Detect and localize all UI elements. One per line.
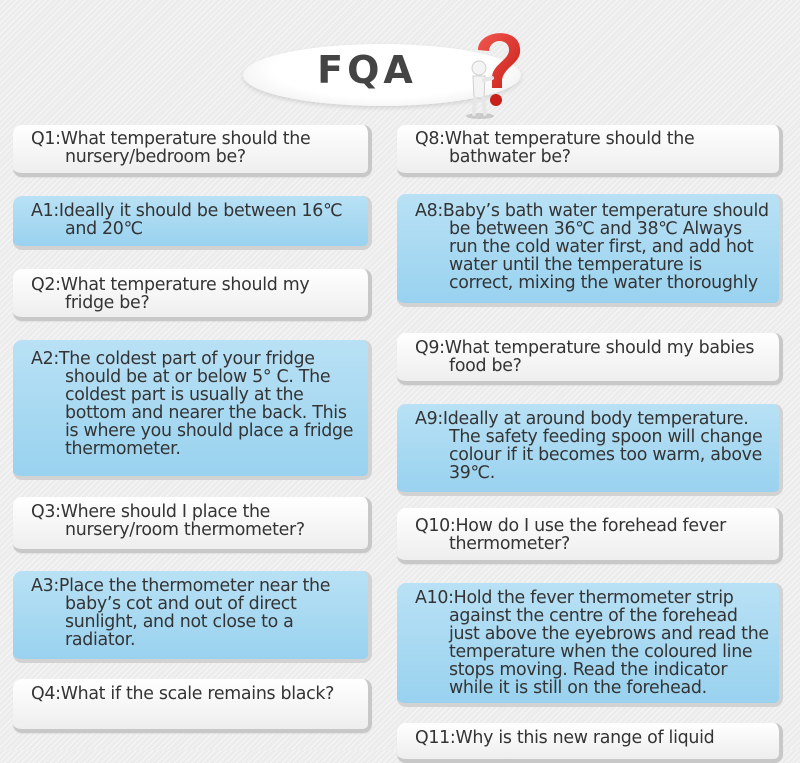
faq-text: Q9:What temperature should my babies food be? [415, 338, 760, 376]
faq-question-q9 [397, 333, 783, 385]
faq-text: A1:Ideally it should be between 16℃ and 20℃ [31, 201, 348, 239]
faq-text: A10:Hold the fever thermometer strip against the centre of the forehead just above the eyebrows and read the temperature when the coloured line stops moving. Read the indicator while it is still on the forehead. [415, 588, 775, 698]
faq-question-q11 [397, 723, 783, 763]
page-title: FQA [317, 48, 417, 92]
faq-text: A3:Place the thermometer near the baby’s cot and out of direct sunlight, and not close to a radiator. [31, 576, 336, 650]
faq-text: A8:Baby’s bath water temperature should be between 36℃ and 38℃ Always run the cold water first, and add hot water until the temperature is correct, mixing the water thoroughly [415, 201, 774, 293]
faq-text: Q8:What temperature should the bathwater be? [415, 129, 700, 167]
faq-question-q3 [13, 497, 372, 553]
faq-text: Q11:Why is this new range of liquid [415, 728, 715, 748]
faq-question-q1 [13, 125, 372, 177]
faq-answer-a2 [13, 340, 372, 480]
faq-text: Q2:What temperature should my fridge be? [31, 275, 315, 313]
faq-question-q10 [397, 508, 783, 564]
question-mark-figure-icon [458, 20, 538, 120]
faq-question-q8 [397, 125, 783, 177]
faq-question-q4 [13, 679, 372, 733]
faq-text: Q4:What if the scale remains black? [31, 684, 335, 704]
faq-text: Q10:How do I use the forehead fever thermometer? [415, 516, 732, 554]
faq-answer-a1 [13, 196, 372, 250]
faq-answer-a9 [397, 404, 783, 496]
faq-text: Q1:What temperature should the nursery/bedroom be? [31, 129, 316, 167]
faq-text: Q3:Where should I place the nursery/room thermometer? [31, 502, 305, 540]
faq-text: A2:The coldest part of your fridge should be at or below 5° C. The coldest part is usually at the bottom and nearer the back. This is where you should place a fridge thermometer. [31, 349, 359, 459]
faq-answer-a8 [397, 194, 783, 307]
faq-text: A9:Ideally at around body temperature. The safety feeding spoon will change colour if it becomes too warm, above 39℃. [415, 409, 768, 483]
faq-answer-a3 [13, 571, 372, 663]
faq-question-q2 [13, 269, 372, 321]
faq-answer-a10 [397, 583, 783, 707]
